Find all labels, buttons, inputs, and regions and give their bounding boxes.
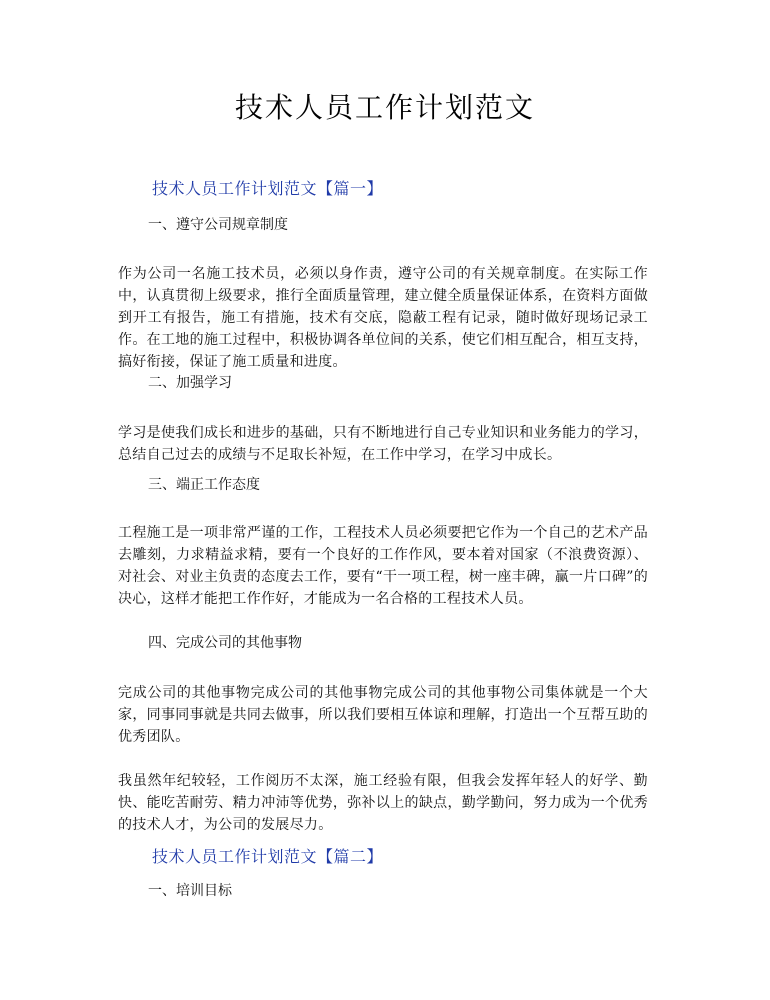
document-title: 技术人员工作计划范文 — [234, 91, 535, 124]
paragraph-other-matters: 完成公司的其他事物完成公司的其他事物完成公司的其他事物公司集体就是一个大家，同事同事就是共同去做事，所以我们要相互体谅和理解，打造出一个互帮互助的优秀团队。 — [118, 685, 648, 745]
paragraph-attitude: 工程施工是一项非常严谨的工作，工程技术人员必须要把它作为一个自己的艺术产品去雕刻，力求精益求精，要有一个良好的工作作风，要本着对国家（不浪费资源）、对社会、对业主负责的态度去工作，要有“干一项工程，树一座丰碑，赢一片口碑”的决心，这样才能把工作作好，才能成为一名合格的工程技术人员。 — [118, 525, 648, 607]
heading-study: 二、加强学习 — [148, 375, 232, 391]
heading-rules: 一、遵守公司规章制度 — [148, 217, 288, 233]
heading-other-matters: 四、完成公司的其他事物 — [148, 635, 302, 651]
paragraph-study: 学习是使我们成长和进步的基础，只有不断地进行自己专业知识和业务能力的学习，总结自己过去的成绩与不足取长补短，在工作中学习，在学习中成长。 — [118, 425, 648, 463]
paragraph-rules: 作为公司一名施工技术员，必须以身作责，遵守公司的有关规章制度。在实际工作中，认真贯彻上级要求，推行全面质量管理，建立健全质量保证体系，在资料方面做到开工有报告，施工有措施，技术有交底，隐蔽工程有记录，随时做好现场记录工作。在工地的施工过程中，积极协调各单位间的关系，使它们相互配合，相互支持，搞好衔接，保证了施工质量和进度。 — [118, 266, 648, 370]
heading-training-goal: 一、培训目标 — [148, 883, 232, 899]
heading-attitude: 三、端正工作态度 — [148, 477, 260, 493]
section-subtitle-1: 技术人员工作计划范文【篇一】 — [152, 179, 384, 198]
section-subtitle-2: 技术人员工作计划范文【篇二】 — [152, 847, 384, 866]
paragraph-self: 我虽然年纪较轻，工作阅历不太深，施工经验有限，但我会发挥年轻人的好学、勤快、能吃苦耐劳、精力冲沛等优势，弥补以上的缺点，勤学勤问，努力成为一个优秀的技术人才，为公司的发展尽力。 — [118, 773, 648, 833]
